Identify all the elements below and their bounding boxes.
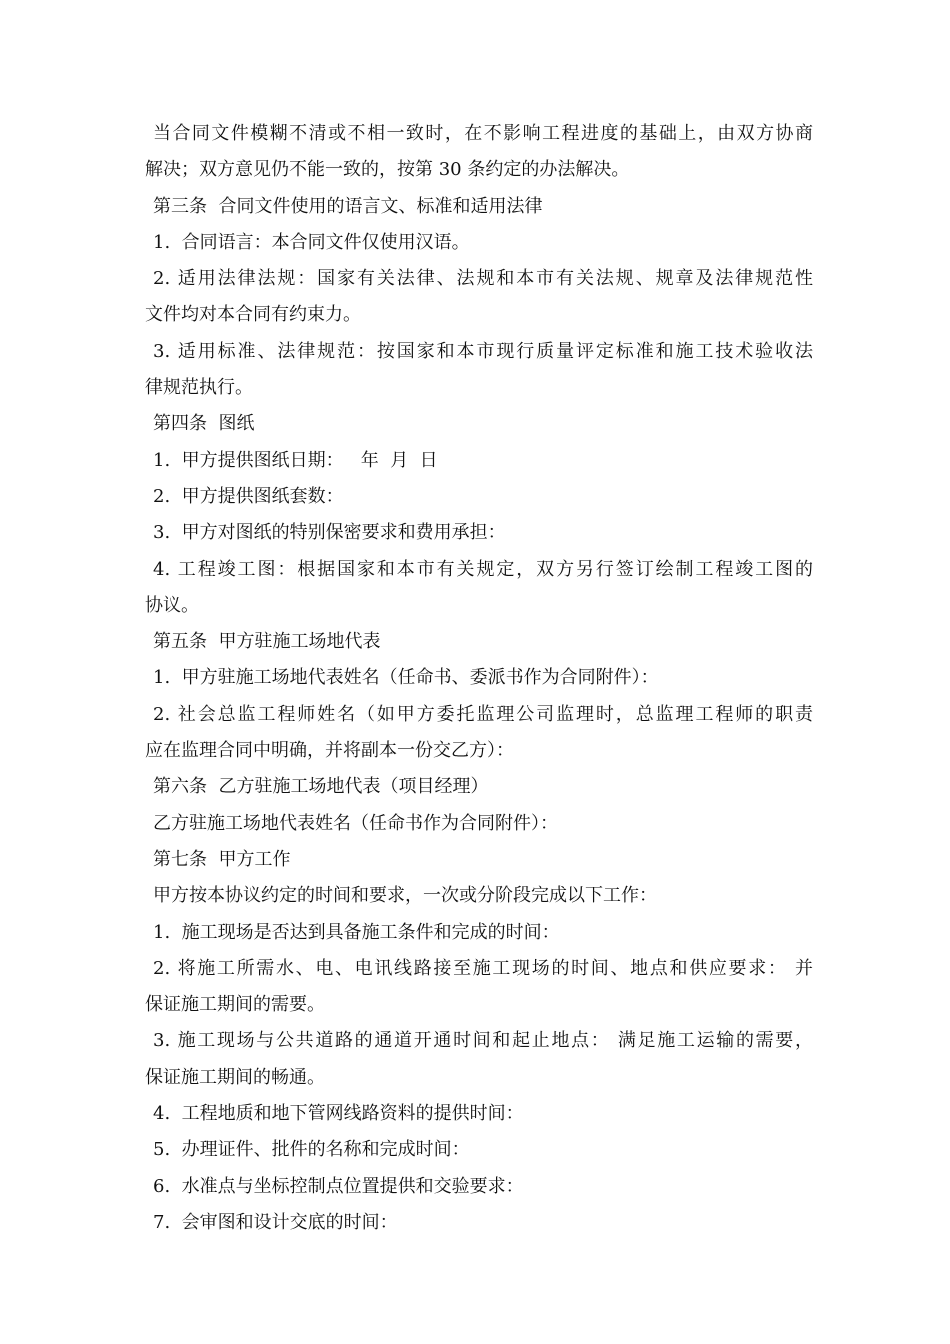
section-heading: 第六条 乙方驻施工场地代表（项目经理） — [153, 776, 489, 798]
section-heading: 第七条 甲方工作 — [153, 848, 291, 870]
text-line: 1. 甲方驻施工场地代表姓名（任命书、委派书作为合同附件）： — [153, 667, 659, 689]
text-line: 4. 工程地质和地下管网线路资料的提供时间： — [153, 1103, 524, 1125]
text-line: 3. 施工现场与公共道路的通道开通时间和起止地点： 满足施工运输的需要， — [153, 1030, 813, 1052]
text-line: 文件均对本合同有约束力。 — [145, 304, 361, 326]
text-line: 2. 适用法律法规：国家有关法律、法规和本市有关法规、规章及法律规范性 — [153, 268, 813, 290]
text-line: 1. 施工现场是否达到具备施工条件和完成的时间： — [153, 921, 560, 943]
section-heading: 第五条 甲方驻施工场地代表 — [153, 631, 381, 653]
text-line: 2. 甲方提供图纸套数： — [153, 485, 344, 507]
text-line: 甲方按本协议约定的时间和要求，一次或分阶段完成以下工作： — [153, 885, 657, 907]
text-line: 保证施工期间的畅通。 — [145, 1066, 325, 1088]
text-line: 协议。 — [145, 594, 199, 616]
text-line: 应在监理合同中明确，并将副本一份交乙方）： — [145, 740, 514, 762]
text-line: 1. 合同语言：本合同文件仅使用汉语。 — [153, 231, 470, 253]
text-line: 4. 工程竣工图：根据国家和本市有关规定，双方另行签订绘制工程竣工图的 — [153, 558, 813, 580]
text-line: 保证施工期间的需要。 — [145, 994, 325, 1016]
text-line: 3. 适用标准、法律规范：按国家和本市现行质量评定标准和施工技术验收法 — [153, 340, 813, 362]
text-line: 3. 甲方对图纸的特别保密要求和费用承担： — [153, 522, 506, 544]
document-body — [145, 116, 813, 1241]
text-line: 6. 水准点与坐标控制点位置提供和交验要求： — [153, 1175, 524, 1197]
text-line: 2. 将施工所需水、电、电讯线路接至施工现场的时间、地点和供应要求： 并 — [153, 957, 813, 979]
text-line: 律规范执行。 — [145, 377, 253, 399]
text-line: 解决；双方意见仍不能一致的，按第 30 条约定的办法解决。 — [145, 159, 630, 181]
section-heading: 第三条 合同文件使用的语言文、标准和适用法律 — [153, 195, 543, 217]
text-line: 7. 会审图和设计交底的时间： — [153, 1211, 398, 1233]
section-heading: 第四条 图纸 — [153, 413, 255, 435]
text-line: 5. 办理证件、批件的名称和完成时间： — [153, 1139, 470, 1161]
text-line: 当合同文件模糊不清或不相一致时，在不影响工程进度的基础上，由双方协商 — [153, 123, 813, 144]
text-line: 1. 甲方提供图纸日期： 年 月 日 — [153, 449, 438, 471]
text-line: 2. 社会总监工程师姓名（如甲方委托监理公司监理时，总监理工程师的职责 — [153, 703, 813, 725]
text-line: 乙方驻施工场地代表姓名（任命书作为合同附件）： — [153, 812, 558, 834]
